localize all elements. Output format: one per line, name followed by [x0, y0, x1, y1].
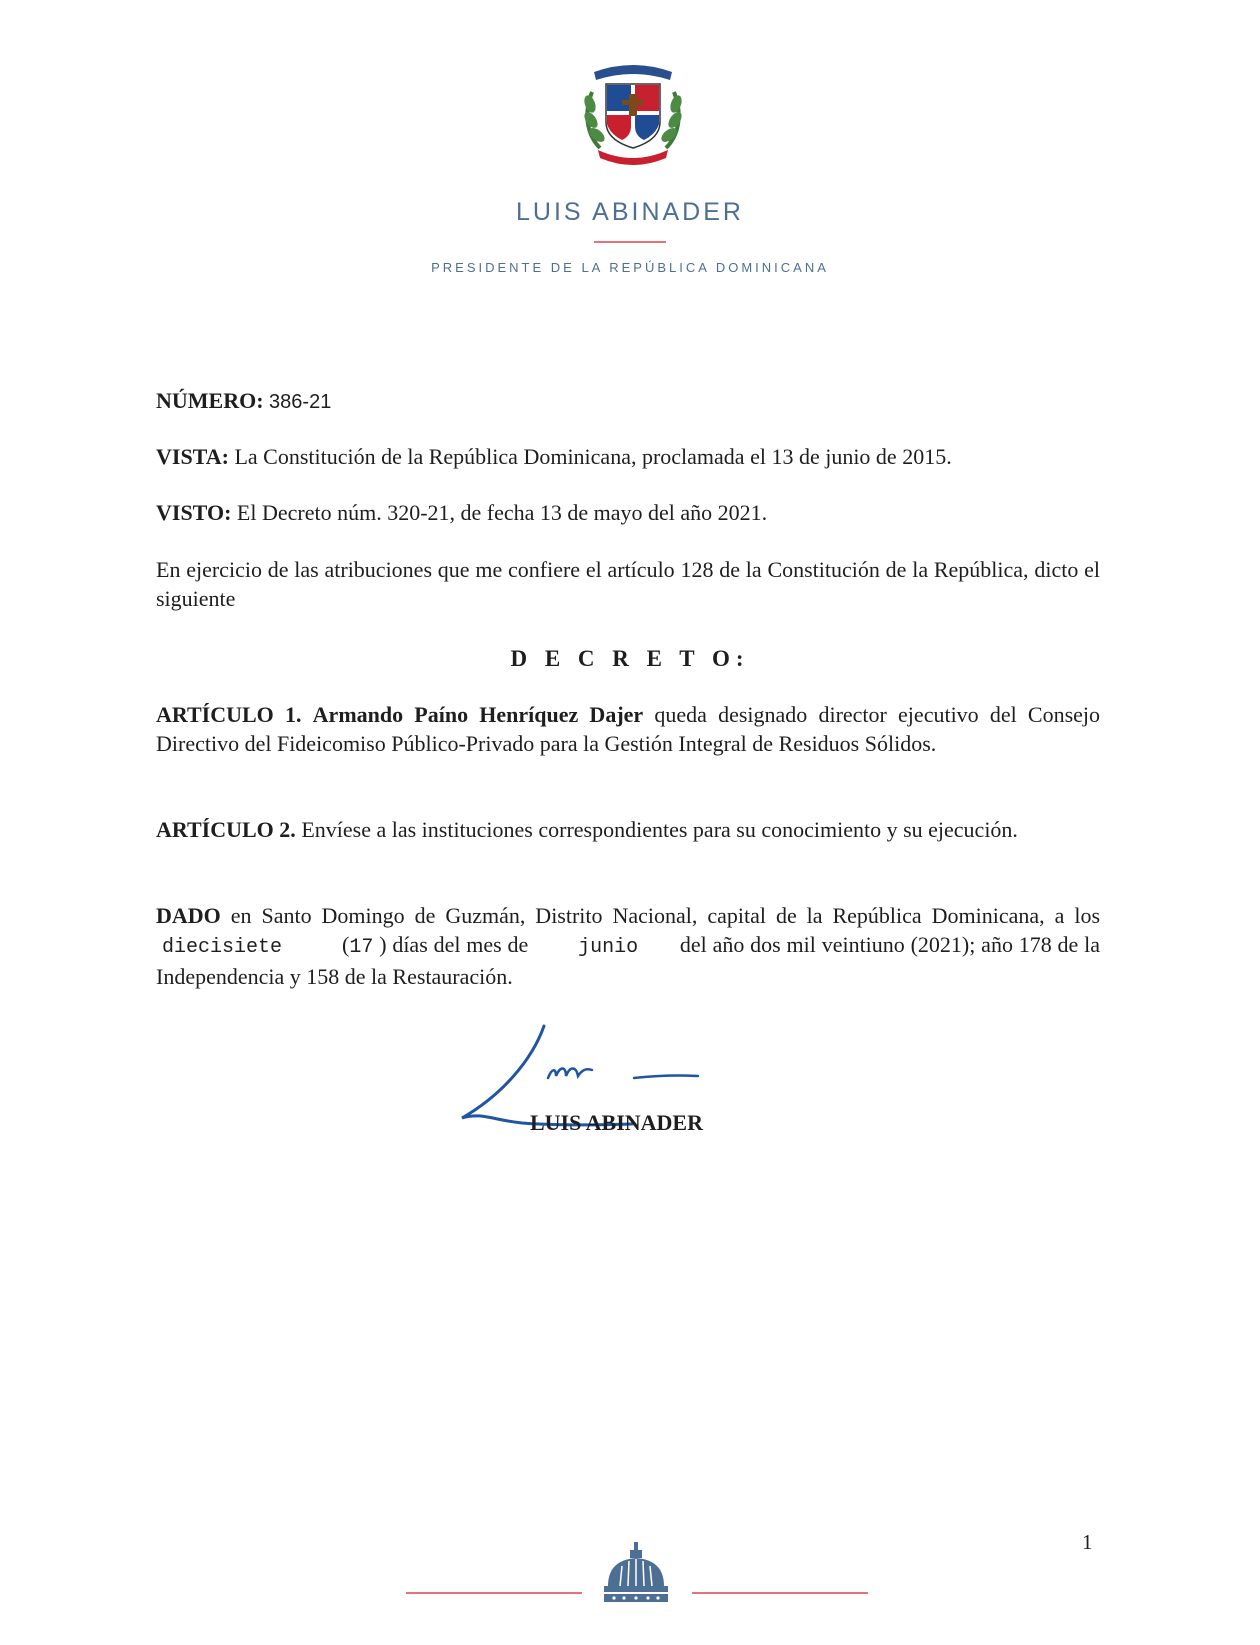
header-subtitle: PRESIDENTE DE LA REPÚBLICA DOMINICANA: [431, 260, 829, 275]
dado-day-open: (: [342, 932, 350, 957]
vista-paragraph: [156, 442, 1100, 471]
dado-day-words: diecisiete: [162, 936, 283, 959]
dado-month: junio: [578, 936, 639, 959]
decree-title: D E C R E T O:: [510, 646, 750, 671]
decree-number-value: 386-21: [269, 391, 332, 413]
decree-number-label: NÚMERO:: [156, 388, 264, 413]
dado-paragraph: [156, 901, 1100, 991]
article-1-label: ARTÍCULO 1.: [156, 702, 302, 727]
dado-label: DADO: [156, 903, 221, 928]
visto-text: El Decreto núm. 320-21, de fecha 13 de mayo del año 2021.: [236, 500, 768, 525]
coat-of-arms-icon: [578, 56, 688, 168]
preamble-paragraph: En ejercicio de las atribuciones que me confiere el artículo 128 de la Constitución de la República, dicto el siguiente: [156, 557, 1100, 611]
footer-divider-right: [692, 1592, 868, 1594]
article-1-appointee: Armando Paíno Henríquez Dajer: [312, 702, 644, 727]
article-2-label: ARTÍCULO 2.: [156, 817, 296, 842]
decree-number: [156, 386, 1100, 417]
header-divider: [594, 241, 666, 243]
signatory-name: LUIS ABINADER: [530, 1110, 703, 1135]
vista-label: VISTA:: [156, 444, 229, 469]
dado-text-b: ) días del mes de: [379, 932, 529, 957]
article-1: [156, 700, 1100, 758]
dado-text-c: del año dos mil veintiuno (2021); año 178 de la Independencia y 158 de la Restauración.: [156, 932, 1101, 989]
header-president-name: LUIS ABINADER: [516, 198, 744, 226]
page-number: 1: [1082, 1530, 1093, 1554]
vista-text: La Constitución de la República Dominicana, proclamada el 13 de junio de 2015.: [234, 444, 952, 469]
article-2: [156, 815, 1100, 844]
article-2-text: Envíese a las instituciones correspondientes para su conocimiento y su ejecución.: [301, 817, 1018, 842]
article-1-text: queda designado director ejecutivo del Consejo Directivo del Fideicomiso Público-Privado para la Gestión Integral de Residuos Sólidos.: [156, 702, 1101, 756]
visto-label: VISTO:: [156, 500, 232, 525]
dado-text-a: en Santo Domingo de Guzmán, Distrito Nacional, capital de la República Dominicana, a los: [230, 903, 1101, 928]
dado-day-number: 17: [349, 936, 374, 959]
visto-paragraph: [156, 498, 1100, 527]
footer-divider-left: [406, 1592, 582, 1594]
national-palace-dome-icon: [600, 1540, 672, 1606]
